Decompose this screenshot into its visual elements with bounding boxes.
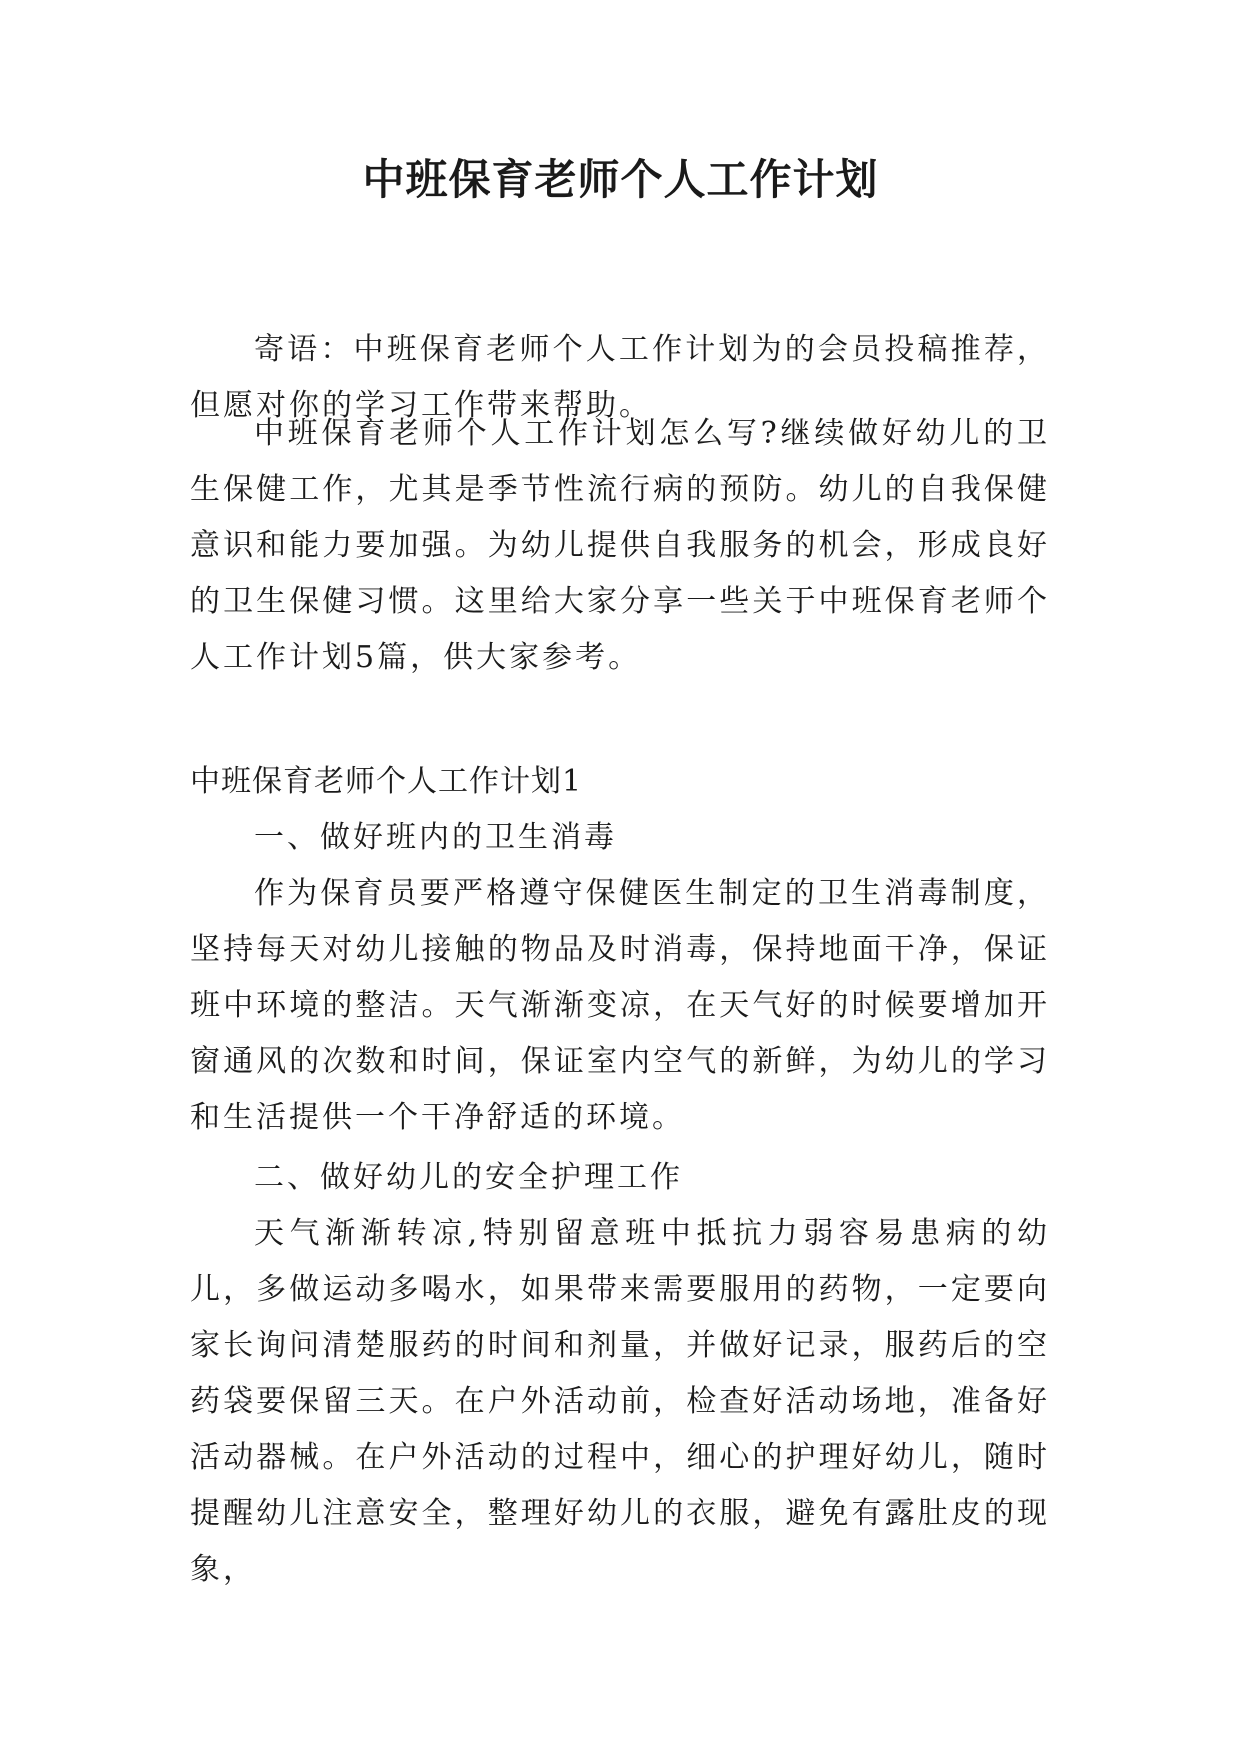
- safety-paragraph: 天气渐渐转凉,特别留意班中抵抗力弱容易患病的幼儿，多做运动多喝水，如果带来需要服用的药物，一定要向家长询问清楚服药的时间和剂量，并做好记录，服药后的空药袋要保留三天。在户外活动前，检查好活动场地，准备好活动器械。在户外活动的过程中，细心的护理好幼儿，随时提醒幼儿注意安全，整理好幼儿的衣服，避免有露肚皮的现象，: [190, 1216, 1050, 1587]
- hygiene-paragraph: 作为保育员要严格遵守保健医生制定的卫生消毒制度，坚持每天对幼儿接触的物品及时消毒，保持地面干净，保证班中环境的整洁。天气渐渐变凉，在天气好的时候要增加开窗通风的次数和时间，保证室内空气的新鲜，为幼儿的学习和生活提供一个干净舒适的环境。: [190, 876, 1050, 1135]
- intro-paragraph: 寄语：中班保育老师个人工作计划为的会员投稿推荐，但愿对你的学习工作带来帮助。: [190, 332, 1050, 423]
- sub-heading-safety: 二、做好幼儿的安全护理工作: [254, 1160, 683, 1195]
- summary-paragraph: 中班保育老师个人工作计划怎么写?继续做好幼儿的卫生保健工作，尤其是季节性流行病的预防。幼儿的自我保健意识和能力要加强。为幼儿提供自我服务的机会，形成良好的卫生保健习惯。这里给大家分享一些关于中班保育老师个人工作计划5篇，供大家参考。: [190, 416, 1050, 675]
- sub-heading-hygiene: 一、做好班内的卫生消毒: [254, 820, 617, 855]
- document-title: 中班保育老师个人工作计划: [362, 155, 879, 204]
- section-heading: 中班保育老师个人工作计划1: [190, 764, 583, 799]
